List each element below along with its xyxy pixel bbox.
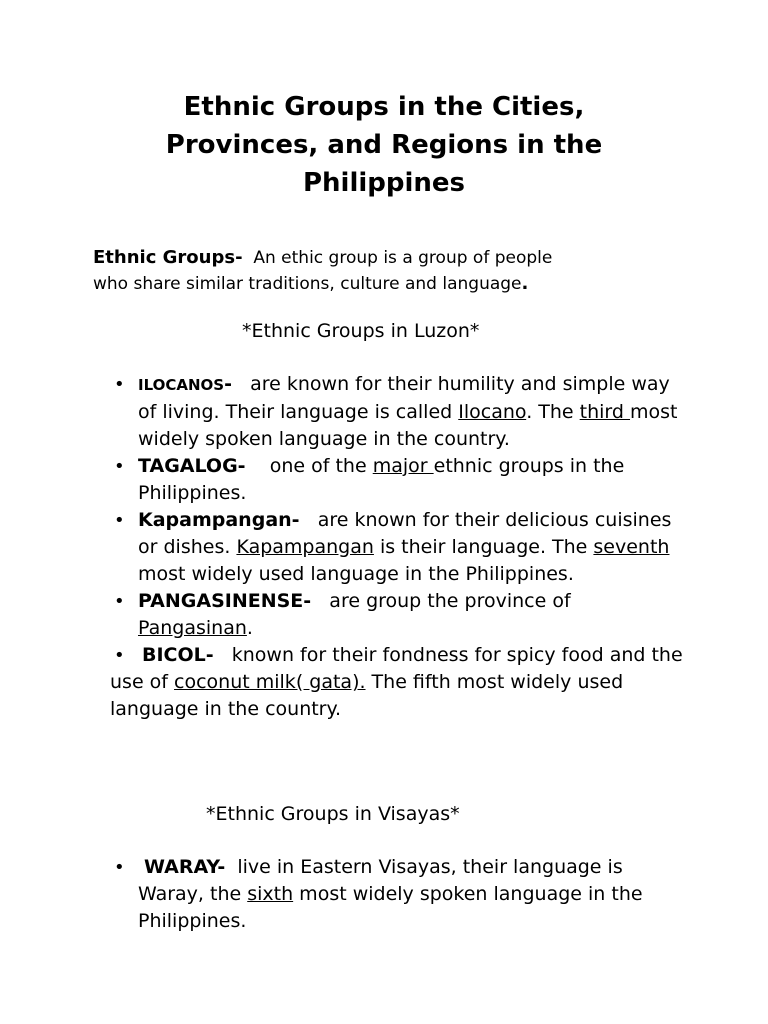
- title-line-2: Provinces, and Regions in the: [165, 130, 603, 160]
- item-underlined: Pangasinan: [138, 617, 247, 639]
- item-underlined: seventh: [593, 536, 670, 558]
- item-text: live in Eastern Visayas, their language is Waray, the: [138, 856, 623, 905]
- bullet-icon: •: [114, 456, 125, 477]
- list-item-tagalog: [110, 453, 690, 507]
- item-text: .: [246, 617, 253, 639]
- item-underlined: major: [372, 455, 434, 477]
- item-name: BICOL-: [142, 644, 214, 666]
- item-name: Kapampangan: [138, 509, 292, 531]
- item-text: The fifth most widely used language in the country.: [110, 671, 624, 720]
- visayas-list: [110, 854, 690, 935]
- bullet-icon: •: [114, 591, 125, 612]
- bullet-icon: •: [114, 510, 125, 531]
- item-underlined: coconut milk( gata).: [174, 671, 366, 693]
- item-text: one of the: [269, 455, 373, 477]
- item-text: most widely spoken language in the country.: [138, 401, 678, 450]
- item-name: PANGASINENSE-: [138, 590, 312, 612]
- intro-term-dash: -: [235, 247, 243, 268]
- item-text: is their language. The: [373, 536, 594, 558]
- item-text: are known for their delicious cuisines or dishes.: [138, 509, 672, 558]
- item-text: known for their fondness for spicy food and the use of: [110, 644, 683, 693]
- item-name: TAGALOG-: [138, 455, 246, 477]
- item-dash: -: [291, 509, 300, 531]
- item-underlined: Kapampangan: [236, 536, 374, 558]
- luzon-heading: *Ethnic Groups in Luzon*: [242, 320, 480, 342]
- item-text: most widely used language in the Philippines.: [138, 563, 574, 585]
- item-underlined: third: [579, 401, 631, 423]
- item-underlined: sixth: [247, 883, 294, 905]
- intro-term: Ethnic Groups: [93, 247, 236, 268]
- item-name: ILOCANOS: [138, 376, 225, 394]
- intro-text-line-1: An ethic group is a group of people: [253, 248, 553, 268]
- list-item-bicol: [82, 642, 690, 723]
- bullet-icon: •: [114, 857, 125, 878]
- item-name: WARAY: [144, 856, 218, 878]
- intro-definition: [93, 245, 693, 297]
- item-text: are known for their humility and simple way of living. Their language is called: [138, 373, 670, 423]
- title-line-1: Ethnic Groups in the Cities,: [183, 92, 585, 122]
- item-text: most widely spoken language in the Philippines.: [138, 883, 643, 932]
- luzon-list: [110, 371, 690, 723]
- item-text: ethnic groups in the Philippines.: [138, 455, 625, 504]
- list-item-pangasinense: [110, 588, 690, 642]
- bullet-icon: •: [114, 645, 125, 666]
- item-text: are group the province of: [329, 590, 571, 612]
- intro-text-line-2: who share similar traditions, culture and language: [93, 274, 522, 294]
- item-dash: -: [224, 373, 232, 395]
- item-dash: -: [217, 856, 226, 878]
- list-item-kapampangan: [110, 507, 690, 588]
- page-title: [100, 88, 668, 202]
- bullet-icon: •: [114, 374, 125, 395]
- list-item-waray: [110, 854, 690, 935]
- visayas-heading: *Ethnic Groups in Visayas*: [206, 803, 460, 825]
- item-text: . The: [526, 401, 580, 423]
- list-item-ilocanos: [110, 371, 690, 453]
- intro-period: .: [521, 273, 529, 294]
- title-line-3: Philippines: [302, 168, 466, 198]
- item-underlined: Ilocano: [458, 401, 527, 423]
